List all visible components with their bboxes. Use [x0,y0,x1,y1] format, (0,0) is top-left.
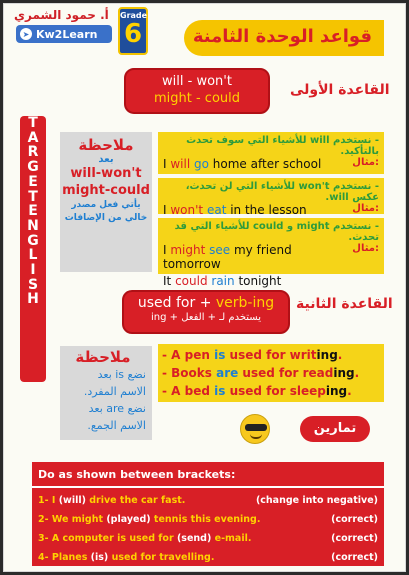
smile-shape [250,434,262,439]
banner-letter: H [27,291,39,308]
rule2-line2: يستخدم لـ + الفعل + ing [151,312,261,323]
banner-letter: A [27,129,39,146]
exercise-sentence: drive the car fast. [85,495,186,506]
note2-heading: ملاحظة [75,348,131,366]
example-text: . [337,348,343,362]
note2-line4: الاسم الجمع. [87,419,146,432]
example-text: I [163,203,171,217]
banner-letter: I [30,262,36,279]
example1-box [158,132,384,174]
example-modal: won't [170,203,204,217]
exercise-bracket: (send) [176,533,212,544]
note2-box [60,346,152,440]
example2-sentence [163,203,379,217]
banner-letter: T [28,115,38,131]
worksheet [3,3,406,572]
banner-letter: G [27,159,39,176]
example-text: It [163,274,176,288]
exercise-text [38,510,260,529]
example2-rule: - نستخدم won't للأشياء التي لن تحدث، عكس will. [185,181,379,203]
example-text: used for writ [225,348,317,362]
example3-sentence [163,243,379,271]
rule2-example-row [162,346,380,364]
exercise-number: 4- Planes [38,552,91,563]
example-text: - A bed [162,384,215,398]
rule1-line2: might - could [153,91,241,106]
banner-letter: N [27,217,39,234]
exercise-row [32,548,384,567]
banner-letter: E [28,173,38,190]
exercise-bracket: (will) [58,495,86,506]
divider [32,486,384,488]
grade-label: Grade [120,11,148,20]
banner-letter: L [28,247,38,264]
example1-sentence [163,157,379,171]
exercise-text [38,548,214,567]
example-verb: eat [206,203,227,217]
site-badge[interactable] [16,25,112,43]
sunglasses-emoji-icon [240,414,270,444]
example-text: used for sleep [225,384,326,398]
exercise-row [32,491,384,510]
rule1-box [124,68,270,114]
rule1-label: القاعدة الأولى [290,82,390,98]
note2-line2: الاسم المفرد. [83,385,146,398]
example-text: I [163,243,171,257]
example-ing: ing [325,384,348,398]
exercise-bracket: (played) [106,514,151,525]
exercise-box [32,462,384,566]
example-text: . [354,366,360,380]
page-title: قواعد الوحدة الثامنة [184,20,384,56]
exercise-sentence: tennis this evening. [150,514,261,525]
example3-sentence2 [163,274,379,288]
exercise-hint: (change into negative) [255,495,378,506]
note1-modal1: will-won't [70,166,142,181]
rule2-used-for: used for + [137,295,216,311]
note1-box [60,132,152,272]
example-verb: rain [211,274,235,288]
note1-after: بعد [98,154,114,165]
grade-badge [118,7,148,55]
rule1-line1: will - won't [162,74,232,89]
note2-line1: نضع is بعد [97,368,146,381]
example-text: - A pen [162,348,215,362]
target-english-banner [20,116,46,382]
example-text: my friend tomorrow [163,243,292,271]
exercise-text [38,491,185,510]
example-verb: see [209,243,231,257]
exercise-sentence: used for travelling. [108,552,215,563]
rule2-label: القاعدة الثانية [296,296,393,312]
example-ing: ing [316,348,338,362]
example1-mithal: مثال: [352,157,379,168]
exercise-hint: (correct) [331,552,378,563]
rule2-example-row [162,382,380,400]
example-text: tonight [234,274,282,288]
example-text: - Books [162,366,217,380]
example-text: home after school [208,157,322,171]
example-verb-be: is [214,384,226,398]
sunglasses-shape [245,424,267,431]
exercise-hint: (correct) [331,514,378,525]
note1-heading: ملاحظة [78,136,134,154]
example3-rule: - نستخدم might و could للأشياء التي قد تحدث. [174,221,379,243]
banner-letter: G [27,232,39,249]
site-name: Kw2Learn [36,27,98,41]
rule2-line1 [124,295,288,311]
exercise-sentence: e-mail. [211,533,252,544]
note1-modal2: might-could [62,183,150,198]
note1-line1: يأتي فعل مصدر [71,200,141,210]
exercise-heading: Do as shown between brackets: [38,468,236,481]
rule2-verb-ing: verb-ing [215,295,275,311]
exercise-number: 1- I [38,495,59,506]
example-verb-be: are [216,366,239,380]
example3-mithal: مثال: [352,243,379,254]
example2-mithal: مثال: [352,203,379,214]
telegram-icon: ➤ [20,28,32,40]
banner-letter: S [27,276,39,293]
exercise-number: 3- A computer is used for [38,533,177,544]
rule2-box [122,290,290,334]
exercise-hint: (correct) [331,533,378,544]
rule2-examples [158,344,384,402]
example-verb-be: is [214,348,226,362]
rule2-example-row [162,364,380,382]
example-verb: go [194,157,209,171]
example-text: in the lesson [226,203,307,217]
exercise-text [38,529,251,548]
example-modal: could [175,274,208,288]
exercise-row [32,510,384,529]
example-modal: will [170,157,191,171]
example2-box [158,178,384,217]
banner-letter: E [28,203,38,220]
note1-line2: خالي من الإضافات [64,213,148,223]
example3-box [158,218,384,288]
banner-letter: T [28,188,38,205]
author-name: أ. حمود الشمري [14,8,109,22]
banner-letter: R [27,144,39,161]
note2-line3: نضع are بعد [88,402,146,415]
example-text: I [163,157,171,171]
grade-number: 6 [123,19,143,49]
exercise-number: 2- We might [38,514,107,525]
example-ing: ing [333,366,355,380]
example-modal: might [170,243,206,257]
example-text: used for read [238,366,334,380]
example1-rule: - نستخدم will للأشياء التي سوف تحدث بالتأكيد. [186,135,379,157]
exercises-label: تمارين [300,416,370,442]
example-text: . [347,384,352,398]
exercise-bracket: (is) [90,552,109,563]
exercise-row [32,529,384,548]
